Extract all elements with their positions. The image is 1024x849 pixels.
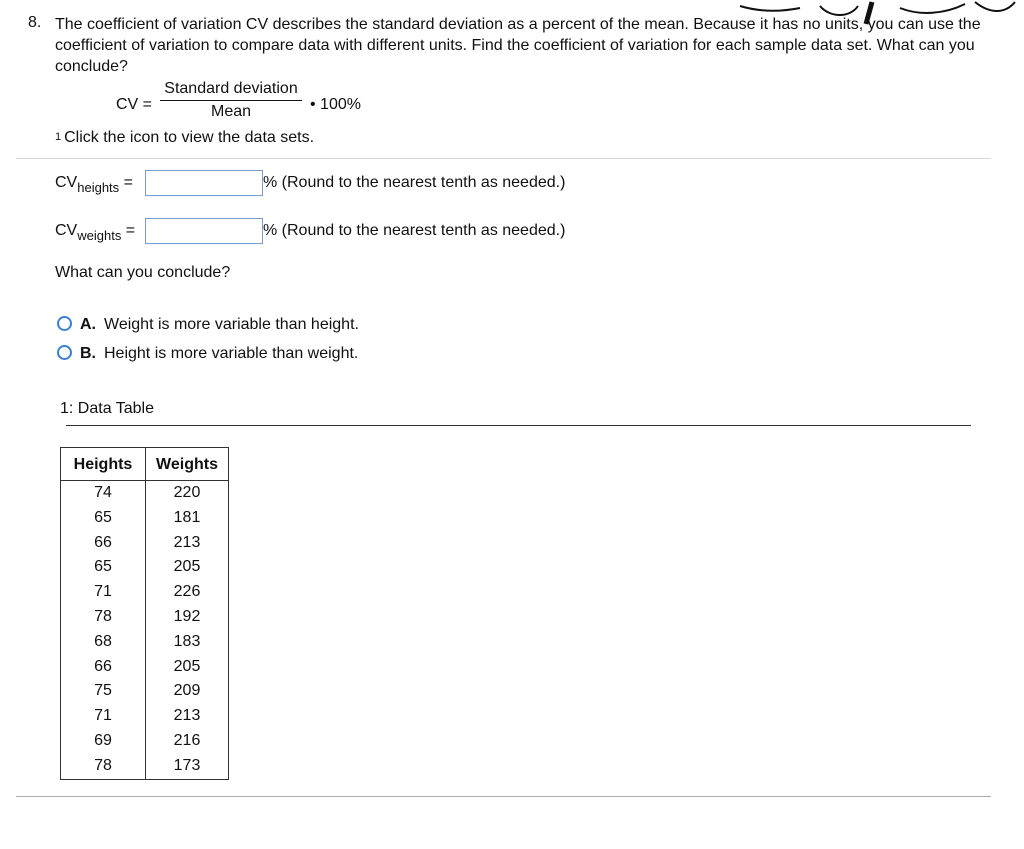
formula-multiplier: • 100%: [310, 96, 361, 113]
table-row: [61, 481, 229, 506]
data-table-title-rule: [66, 425, 971, 426]
height-cell: 68: [61, 630, 146, 655]
weight-cell: 220: [146, 481, 229, 506]
weight-cell: 226: [146, 580, 229, 605]
cv-weights-label: $CV_{weights}$ =: [55, 222, 136, 243]
choice-a[interactable]: [57, 314, 359, 336]
table-row: [61, 605, 229, 630]
weight-cell: 181: [146, 506, 229, 531]
weight-cell: 205: [146, 655, 229, 680]
question-number: 8.: [28, 14, 42, 31]
cv-heights-rounding-note: % (Round to the nearest tenth as needed.): [263, 174, 566, 191]
data-set-footnote[interactable]: [55, 129, 314, 147]
question-prompt: The coefficient of variation CV describes the standard deviation as a percent of the mean. Because it has no units, you can use the coefficient of variation to compare data with different units. Find the coefficient of variation for each sample data set. What can you conclude?: [55, 16, 981, 75]
column-header-weights: Weights: [146, 448, 229, 481]
choice-text: Weight is more variable than height.: [104, 316, 359, 333]
radio-icon[interactable]: [57, 345, 72, 360]
weight-cell: 213: [146, 531, 229, 556]
height-cell: 65: [61, 506, 146, 531]
cv-weights-row: [55, 218, 566, 244]
choice-b[interactable]: [57, 343, 358, 365]
height-cell: 69: [61, 729, 146, 754]
radio-icon[interactable]: [57, 316, 72, 331]
table-row: [61, 555, 229, 580]
column-header-heights: Heights: [61, 448, 146, 481]
table-row: [61, 729, 229, 754]
fraction-bar: [160, 100, 302, 101]
height-cell: 71: [61, 580, 146, 605]
cv-heights-label: $CV_{heights}$ =: [55, 174, 133, 195]
table-row: [61, 531, 229, 556]
formula-lhs: CV =: [116, 96, 153, 113]
cv-weights-rounding-note: % (Round to the nearest tenth as needed.): [263, 222, 566, 239]
table-row: [61, 704, 229, 729]
footnote-text: Click the icon to view the data sets.: [64, 129, 315, 146]
table-row: [61, 580, 229, 605]
table-row: [61, 655, 229, 680]
weight-cell: 173: [146, 754, 229, 779]
table-row: [61, 754, 229, 779]
weight-cell: 192: [146, 605, 229, 630]
weight-cell: 213: [146, 704, 229, 729]
cv-heights-row: [55, 170, 566, 196]
cv-heights-input[interactable]: [145, 170, 263, 196]
weight-cell: 216: [146, 729, 229, 754]
table-row: [61, 506, 229, 531]
data-table: [60, 447, 229, 780]
table-row: [61, 679, 229, 704]
cv-weights-input[interactable]: [145, 218, 263, 244]
height-cell: 74: [61, 481, 146, 506]
choice-letter: B.: [80, 345, 96, 362]
height-cell: 71: [61, 704, 146, 729]
weight-cell: 205: [146, 555, 229, 580]
conclude-prompt: What can you conclude?: [55, 264, 231, 281]
height-cell: 75: [61, 679, 146, 704]
height-cell: 65: [61, 555, 146, 580]
table-header-row: [61, 448, 229, 481]
cv-formula: [116, 80, 416, 130]
formula-numerator: Standard deviation: [164, 80, 298, 97]
height-cell: 66: [61, 531, 146, 556]
formula-fraction: [160, 80, 302, 121]
height-cell: 66: [61, 655, 146, 680]
height-cell: 78: [61, 605, 146, 630]
table-row: [61, 630, 229, 655]
bottom-divider: [16, 796, 991, 797]
weight-cell: 209: [146, 679, 229, 704]
choice-text: Height is more variable than weight.: [104, 345, 359, 362]
footnote-marker[interactable]: 1: [55, 131, 62, 143]
formula-denominator: Mean: [210, 103, 252, 120]
data-table-title: 1: Data Table: [60, 400, 154, 417]
choice-letter: A.: [80, 316, 96, 333]
section-divider: [16, 158, 991, 159]
weight-cell: 183: [146, 630, 229, 655]
height-cell: 78: [61, 754, 146, 779]
